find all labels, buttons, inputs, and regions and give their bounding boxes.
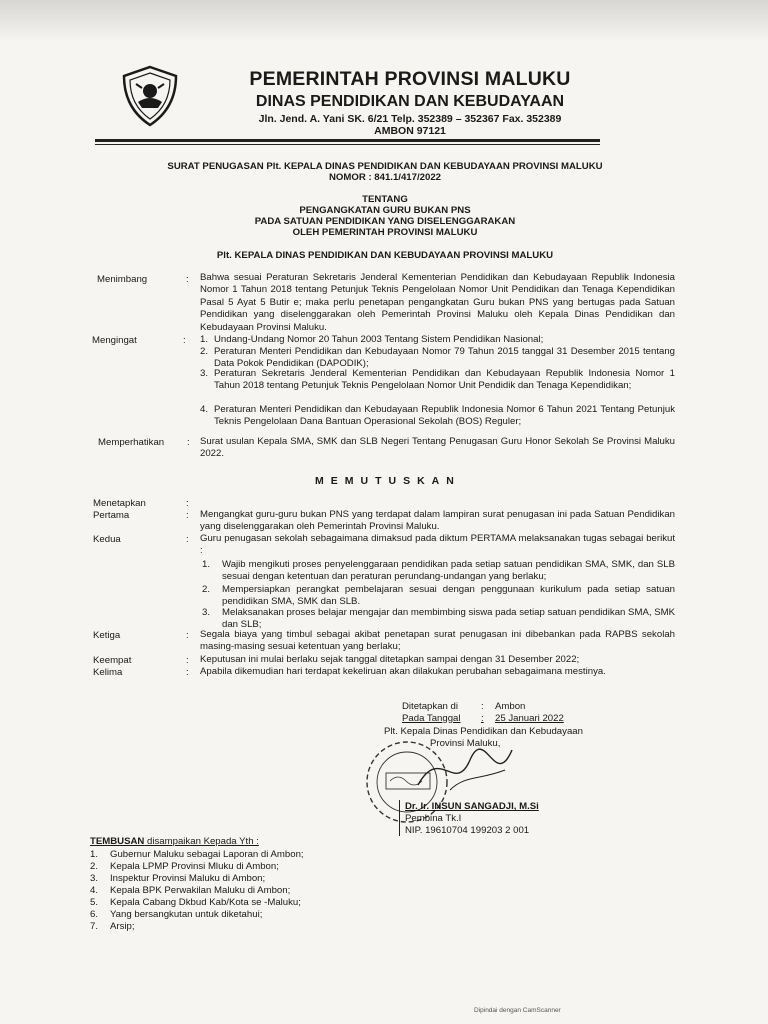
- scanner-footer: Dipindai dengan CamScanner: [474, 1007, 561, 1014]
- sig-place-label: Ditetapkan di: [402, 701, 458, 712]
- tembusan-number: 3.: [90, 873, 99, 884]
- doc-title: SURAT PENUGASAN Plt. KEPALA DINAS PENDIDIKAN DAN KEBUDAYAAN PROVINSI MALUKU: [167, 161, 603, 172]
- mengingat-item: Peraturan Menteri Pendidikan dan Kebudayaan Nomor 79 Tahun 2015 tanggal 31 Desember 2015 tentang Data Pokok Pendidikan (DAPODIK);: [214, 346, 675, 370]
- text-menimbang: Bahwa sesuai Peraturan Sekretaris Jenderal Kementerian Pendidikan dan Kebudayaan Republik Indonesia Nomor 1 Tahun 2018 tentang Petunjuk Teknis Pengelolaan Nomor Unit Pendidikan dan Tenaga Kependidikan Pasal 5 Ayat 5 Butir e; maka perlu penetapan pengangkatan Guru bukan PNS yang bertugas pada Satuan Pendidikan yang diselenggarakan oleh Pemerintah Provinsi Maluku oleh Kepala Dinas Pendidikan dan Kebudayaan Provinsi Maluku.: [200, 272, 675, 333]
- doc-subject-1: PENGANGKATAN GURU BUKAN PNS: [299, 205, 471, 216]
- colon: :: [187, 437, 190, 448]
- tembusan-heading: [90, 836, 259, 847]
- header-city: AMBON 97121: [374, 125, 446, 137]
- header-rule-thick: [95, 139, 600, 142]
- maluku-emblem-icon: [118, 64, 182, 128]
- colon: :: [186, 510, 189, 521]
- doc-number: NOMOR : 841.1/417/2022: [329, 172, 441, 183]
- label-menimbang: Menimbang: [97, 274, 148, 285]
- colon: :: [481, 713, 484, 724]
- tembusan-item: Yang bersangkutan untuk diketahui;: [110, 909, 263, 920]
- tembusan-number: 1.: [90, 849, 99, 860]
- colon: :: [186, 630, 189, 641]
- kedua-item: Wajib mengikuti proses penyelenggaraan pendidikan pada setiap satuan pendidikan SMA, SMK, dan SLB sesuai dengan ketentuan dan peraturan perundang-undangan yang berlaku;: [222, 559, 675, 583]
- label-kedua: Kedua: [93, 534, 121, 545]
- label-pertama: Pertama: [93, 510, 130, 521]
- mengingat-item: Undang-Undang Nomor 20 Tahun 2003 Tentang Sistem Pendidikan Nasional;: [214, 334, 544, 345]
- sig-rank: Pembina Tk.I: [405, 813, 462, 824]
- colon: :: [186, 655, 189, 666]
- tembusan-item: Arsip;: [110, 921, 135, 932]
- colon: :: [186, 534, 189, 545]
- doc-subject-2: PADA SATUAN PENDIDIKAN YANG DISELENGGARAKAN: [254, 216, 516, 227]
- list-number: 2.: [200, 346, 209, 357]
- tembusan-item: Kepala Cabang Dkbud Kab/Kota se -Maluku;: [110, 897, 301, 908]
- label-menetapkan: Menetapkan: [93, 498, 146, 509]
- tembusan-item: Kepala LPMP Provinsi Mluku di Ambon;: [110, 861, 279, 872]
- text-keempat: Keputusan ini mulai berlaku sejak tanggal ditetapkan sampai dengan 31 Desember 2022;: [200, 654, 580, 665]
- text-kedua: Guru penugasan sekolah sebagaimana dimaksud pada diktum PERTAMA melaksanakan tugas sebagai berikut :: [200, 533, 675, 557]
- label-memperhatikan: Memperhatikan: [98, 437, 165, 448]
- sig-nip: NIP. 19610704 199203 2 001: [405, 825, 530, 836]
- colon: :: [481, 701, 484, 712]
- tembusan-item: Inspektur Provinsi Maluku di Ambon;: [110, 873, 266, 884]
- colon: :: [186, 667, 189, 678]
- list-number: 2.: [202, 584, 211, 595]
- sig-date-label: Pada Tanggal: [402, 713, 461, 724]
- header-government: PEMERINTAH PROVINSI MALUKU: [249, 68, 571, 90]
- doc-tentang: TENTANG: [362, 194, 408, 205]
- doc-issuer: Plt. KEPALA DINAS PENDIDIKAN DAN KEBUDAYAAN PROVINSI MALUKU: [216, 250, 554, 261]
- sig-margin-line: [399, 800, 400, 836]
- label-kelima: Kelima: [93, 667, 123, 678]
- list-number: 3.: [202, 607, 211, 618]
- sig-date-value: 25 Januari 2022: [495, 713, 564, 724]
- colon: :: [186, 274, 189, 285]
- text-ketiga: Segala biaya yang timbul sebagai akibat penetapan surat penugasan ini dibebankan pada RAPBS sekolah masing-masing sesuai ketentuan yang berlaku;: [200, 629, 675, 653]
- tembusan-item: Kepala BPK Perwakilan Maluku di Ambon;: [110, 885, 291, 896]
- list-number: 3.: [200, 368, 209, 379]
- tembusan-item: Gubernur Maluku sebagai Laporan di Ambon;: [110, 849, 304, 860]
- header-address: Jln. Jend. A. Yani SK. 6/21 Telp. 352389 – 352367 Fax. 352389: [258, 113, 562, 125]
- memutuskan-heading: MEMUTUSKAN: [315, 475, 461, 487]
- tembusan-title: TEMBUSAN: [90, 836, 145, 847]
- text-kelima: Apabila dikemudian hari terdapat kekeliruan akan dilakukan perubahan sebagaimana mestinya.: [200, 666, 606, 677]
- label-keempat: Keempat: [93, 655, 132, 666]
- tembusan-number: 4.: [90, 885, 99, 896]
- kedua-item: Melaksanakan proses belajar mengajar dan membimbing siswa pada setiap satuan pendidikan SMA, SMK dan SLB;: [222, 607, 675, 631]
- mengingat-item: Peraturan Sekretaris Jenderal Kementerian Pendidikan dan Kebudayaan Republik Indonesia Nomor 1 Tahun 2018 tentang Petunjuk Teknis Pengelolaan Nomor Unit Pendidik dan Tenaga Kependidikan;: [214, 368, 675, 392]
- text-memperhatikan: Surat usulan Kepala SMA, SMK dan SLB Negeri Tentang Penugasan Guru Honor Sekolah Se Provinsi Maluku 2022.: [200, 436, 675, 460]
- sig-name: Dr. Ir. INSUN SANGADJI, M.Si: [405, 801, 539, 812]
- doc-subject-3: OLEH PEMERINTAH PROVINSI MALUKU: [292, 227, 478, 238]
- scan-shadow: [0, 0, 768, 42]
- tembusan-number: 5.: [90, 897, 99, 908]
- sig-title-1: Plt. Kepala Dinas Pendidikan dan Kebudayaan: [384, 726, 583, 737]
- tembusan-number: 2.: [90, 861, 99, 872]
- label-mengingat: Mengingat: [92, 335, 137, 346]
- list-number: 1.: [200, 334, 209, 345]
- colon: :: [183, 335, 186, 346]
- label-ketiga: Ketiga: [93, 630, 121, 641]
- colon: :: [186, 498, 189, 509]
- header-rule-thin: [95, 144, 600, 145]
- mengingat-item: Peraturan Menteri Pendidikan dan Kebudayaan Republik Indonesia Nomor 6 Tahun 2021 Tentang Petunjuk Teknis Pengelolaan Dana Bantuan Operasional Sekolah (BOS) Reguler;: [214, 404, 675, 428]
- signature-scribble-icon: [410, 740, 520, 800]
- kedua-item: Mempersiapkan perangkat pembelajaran sesuai dengan penggunaan kurikulum pada setiap satuan pendidikan SMA, SMK dan SLB.: [222, 584, 675, 608]
- list-number: 1.: [202, 559, 211, 570]
- tembusan-title-rest: disampaikan Kepada Yth :: [144, 836, 259, 847]
- tembusan-number: 7.: [90, 921, 99, 932]
- tembusan-number: 6.: [90, 909, 99, 920]
- sig-place-value: Ambon: [495, 701, 526, 712]
- list-number: 4.: [200, 404, 209, 415]
- sig-title-2: Provinsi Maluku,: [430, 738, 501, 749]
- text-pertama: Mengangkat guru-guru bukan PNS yang terdapat dalam lampiran surat penugasan ini pada Satuan Pendidikan yang diselenggarakan oleh Pemerintah Provinsi Maluku.: [200, 509, 675, 533]
- header-department: DINAS PENDIDIKAN DAN KEBUDAYAAN: [255, 93, 565, 110]
